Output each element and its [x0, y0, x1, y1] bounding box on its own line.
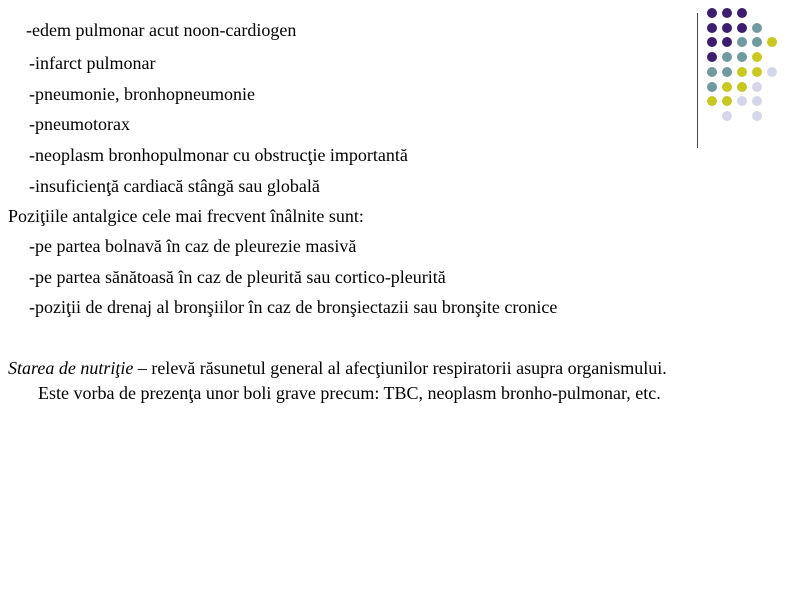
decorative-dot — [737, 67, 747, 77]
list-item: -pe partea sănătoasă în caz de pleurită sau cortico-pleurită — [29, 267, 446, 287]
decorative-dot — [767, 37, 777, 47]
list-item: -pe partea bolnavă în caz de pleurezie masivă — [29, 236, 357, 256]
decorative-dot — [707, 52, 717, 62]
decorative-dot — [752, 67, 762, 77]
decorative-dot — [722, 67, 732, 77]
decorative-dot — [707, 96, 717, 106]
decorative-dot — [707, 82, 717, 92]
decorative-dot — [737, 23, 747, 33]
decorative-dot — [737, 8, 747, 18]
decorative-dot — [737, 52, 747, 62]
decorative-dot — [737, 37, 747, 47]
decorative-dot — [722, 111, 732, 121]
decorative-dot — [752, 52, 762, 62]
decorative-dot-grid — [707, 8, 799, 132]
decorative-dot — [707, 23, 717, 33]
nutrition-paragraph-continuation: Este vorba de prezenţa unor boli grave precum: TBC, neoplasm bronho-pulmonar, etc. — [38, 383, 661, 403]
decorative-dot — [752, 37, 762, 47]
list-item: -pneumonie, bronhopneumonie — [29, 84, 255, 104]
list-item: -insuficienţă cardiacă stângă sau globală — [29, 176, 320, 196]
decorative-dot — [722, 37, 732, 47]
decorative-dot — [737, 82, 747, 92]
decorative-dot — [752, 82, 762, 92]
list-item: -poziţii de drenaj al bronşiilor în caz de bronşiectazii sau bronşite cronice — [29, 297, 558, 317]
list-item: -infarct pulmonar — [29, 53, 156, 73]
decorative-dot — [737, 96, 747, 106]
decorative-dot — [722, 8, 732, 18]
decorative-dot — [722, 23, 732, 33]
nutrition-definition: – relevă răsunetul general al afecţiunilor respiratorii asupra organismului. — [133, 358, 667, 378]
decorative-dot — [752, 23, 762, 33]
decorative-dot — [722, 82, 732, 92]
decorative-dot — [722, 96, 732, 106]
decorative-dot — [707, 67, 717, 77]
list-item: -neoplasm bronhopulmonar cu obstrucţie importantă — [29, 145, 408, 165]
decorative-dot — [707, 37, 717, 47]
decorative-divider — [697, 13, 698, 148]
list-item: -edem pulmonar acut noon-cardiogen — [26, 20, 297, 40]
nutrition-term: Starea de nutriţie — [8, 358, 134, 378]
decorative-dot — [722, 52, 732, 62]
decorative-dot — [707, 8, 717, 18]
decorative-dot — [752, 96, 762, 106]
nutrition-paragraph — [8, 357, 667, 379]
list-item: -pneumotorax — [29, 114, 130, 134]
decorative-dot — [767, 67, 777, 77]
section-heading: Poziţiile antalgice cele mai frecvent înâlnite sunt: — [8, 206, 364, 226]
decorative-dot — [752, 111, 762, 121]
